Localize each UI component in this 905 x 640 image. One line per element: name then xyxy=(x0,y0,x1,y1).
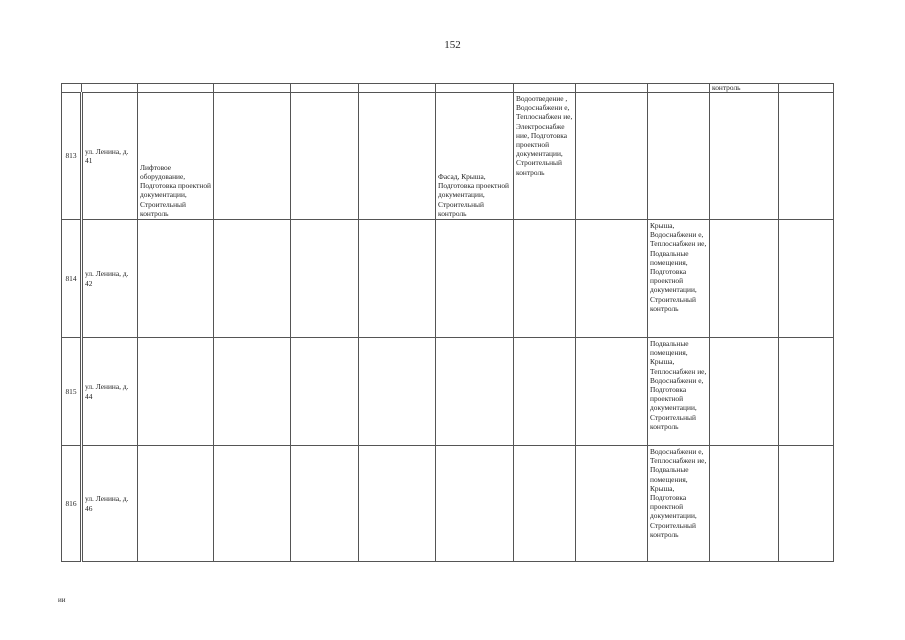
table-cell xyxy=(138,220,214,338)
table-cell xyxy=(291,220,359,338)
table-cell xyxy=(214,84,291,93)
table-cell xyxy=(779,220,834,338)
table-cell xyxy=(359,446,436,562)
table-cell-works: Фасад, Крыша, Подготовка проектной документации, Строительный контроль xyxy=(436,93,514,220)
table-cell xyxy=(514,220,576,338)
table-row xyxy=(62,93,834,220)
table-cell xyxy=(291,93,359,220)
table-cell xyxy=(779,93,834,220)
row-number: 813 xyxy=(62,93,82,220)
table-cell xyxy=(514,84,576,93)
row-address: ул. Ленина, д. 46 xyxy=(82,446,138,562)
table-cell xyxy=(436,446,514,562)
table-cell-works: Крыша, Водоснабжени е, Теплоснабжен ие, Подвальные помещения, Подготовка проектной документации, Строительный контроль xyxy=(648,220,710,338)
table-cell xyxy=(576,338,648,446)
row-address: ул. Ленина, д. 41 xyxy=(82,93,138,220)
row-number: 816 xyxy=(62,446,82,562)
table-row xyxy=(62,446,834,562)
table-cell xyxy=(576,446,648,562)
table-row-continuation xyxy=(62,84,834,93)
table-cell xyxy=(514,446,576,562)
table-cell xyxy=(138,84,214,93)
table-cell xyxy=(436,84,514,93)
table-cell xyxy=(359,338,436,446)
table-cell xyxy=(359,220,436,338)
table-cell xyxy=(291,338,359,446)
footer-mark: ии xyxy=(58,596,66,604)
repair-schedule-table xyxy=(61,83,834,562)
page-number: 152 xyxy=(444,39,461,51)
table-cell xyxy=(779,446,834,562)
table-cell xyxy=(576,84,648,93)
table-cell xyxy=(62,84,82,93)
table-cell xyxy=(779,84,834,93)
table-cell xyxy=(214,446,291,562)
table-cell xyxy=(138,338,214,446)
table-cell xyxy=(214,220,291,338)
table-cell xyxy=(359,93,436,220)
table-cell xyxy=(710,446,779,562)
table-cell-works: контроль xyxy=(710,84,779,93)
table-cell-works: Подвальные помещения, Крыша, Теплоснабжен ие, Водоснабжени е, Подготовка проектной документации, Строительный контроль xyxy=(648,338,710,446)
table-cell-works: Водоснабжени е, Теплоснабжен ие, Подвальные помещения, Крыша, Подготовка проектной документации, Строительный контроль xyxy=(648,446,710,562)
table-cell xyxy=(214,93,291,220)
table-cell xyxy=(710,220,779,338)
table-cell xyxy=(514,338,576,446)
table-cell-works: Водоотведение , Водоснабжени е, Теплоснабжен ие, Электроснабже ние, Подготовка проектной документации, Строительный контроль xyxy=(514,93,576,220)
table-cell xyxy=(82,84,138,93)
table-row xyxy=(62,338,834,446)
table-cell xyxy=(291,84,359,93)
table-cell xyxy=(436,220,514,338)
table-cell xyxy=(138,446,214,562)
table-cell xyxy=(779,338,834,446)
row-address: ул. Ленина, д. 44 xyxy=(82,338,138,446)
table-cell xyxy=(359,84,436,93)
table-cell xyxy=(214,338,291,446)
table-cell xyxy=(576,220,648,338)
row-address: ул. Ленина, д. 42 xyxy=(82,220,138,338)
table-cell xyxy=(648,84,710,93)
table-cell-works xyxy=(648,93,710,220)
row-number: 814 xyxy=(62,220,82,338)
table-cell xyxy=(710,93,779,220)
table-row xyxy=(62,220,834,338)
table-cell xyxy=(436,338,514,446)
table-cell xyxy=(710,338,779,446)
table-cell-works: Лифтовое оборудование, Подготовка проектной документации, Строительный контроль xyxy=(138,93,214,220)
table-cell xyxy=(291,446,359,562)
table-cell xyxy=(576,93,648,220)
row-number: 815 xyxy=(62,338,82,446)
